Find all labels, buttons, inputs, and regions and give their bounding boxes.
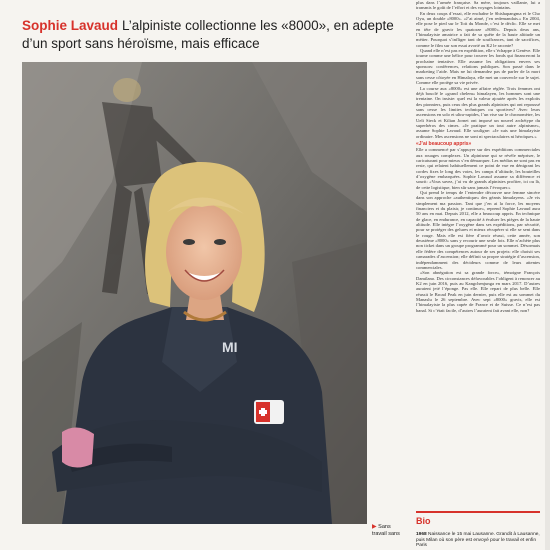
bio-year: 1968: [416, 532, 427, 537]
article-header: [22, 17, 400, 53]
subject-name: Sophie Lavaud: [22, 18, 119, 33]
bio-divider: [416, 511, 540, 513]
bio-entry-text: Naissance le 15 mai Lausanne. Grandit à Lausanne, puis Milan où son père est envoyé pour le travail et enfin Paris: [416, 532, 540, 548]
column-paragraph: La course aux «8000» est une affaire réglée. Trois femmes ont déjà bouclé le «grand chelem» himalayen, les hommes sont une trentaine. On insiste: quel est la valeur ajoutée après les exploits des pionniers, puis ceux des plus grands alpinistes qui ont repoussé sans cesse les limites techniques ou sportives? Avec leurs ascensions en solo et ultra-rapides, l’un vise sur le chronomètre, les Ueli Steck et Kilian Jornet ont imposé un nouvel archétype du superhéros des cimes. «Je pratique un tout autre alpinisme», assume Sophie Lavaud. Elle souligne: «Je suis une himalayiste ordinaire. Mes ascensions ne sont ni spectaculaires ni héroïques.»: [416, 85, 540, 139]
article-column: [416, 0, 540, 313]
column-paragraph: Quand elle n’est pas en expédition, elle s’échappe à Genève. Elle tourne comme une hélice pour trouver les fonds qui financeront la prochaine tentative. Elle assume les obligations envers ses sponsors: conférences, relations publiques. Son passé dans le marketing l’aide. Mais ne lui demandez pas de parler de la mort sans cesse côtoyée en Himalaya, elle met un couvercle sur le sujet. Comme elle protège sa vie privée.: [416, 48, 540, 86]
column-paragraph: «Son abnégation est sa grande force», témoigne François Damilano. Des circonstances défavorables l’obligent à renoncer au K2 en juin 2016, puis au Kangchenjunga en mars 2017. D’autres auraient jeté l’éponge. Pas elle. Elle repart de plus belle. Elle réussit le Broad Peak en juin dernier, puis elle est au sommet du Manaslu le 26 septembre. Avec sept «8000» gravis, elle est l’himalayiste la plus capée de France et de Suisse. Ce n’est pas banal. Si c’était facile, d’autres l’auraient fait avant elle, non?: [416, 270, 540, 313]
portrait-photo: [22, 62, 367, 524]
column-paragraph: Qui prend le temps de l’entendre découvre une femme sincère dans son approche «authentique» des géants himalayens. «Je vis simplement ma passion. Tant que j’en ai la force, les moyens financiers et du plaisir, je continue», reprend Sophie Lavaud aura 50 ans en mai. Depuis 2012, elle a beaucoup appris. En technique de glace, en endurance, en capacité à évaluer les pièges de la haute altitude. Elle intègre l’oxygène dans ses expéditions, par sécurité, pour se protéger des gelures et mieux récupérer si elle se sent dans le rouge. Mais elle est fière d’avoir réussi, cette année, son deuxième «8000» sans y recourir une seule fois. Elle n’achète plus non ticket dans un groupe programmé pour un sommet. Désormais elle fédère des compétences autour de ses projets: elle choisit ses camarades d’ascension; elle définit sa propre stratégie d’ascension, indépendamment des décideurs comme de leurs attentes commerciales.: [416, 190, 540, 270]
swiss-badge: [254, 400, 284, 424]
bio-title: Bio: [416, 516, 431, 526]
bio-box: [416, 511, 540, 549]
column-paragraph: En deux coups d’essai, elle enchaîne le Shishapangma et le Cho Oyu, un double «8000». «J’ai aimé, j’en redemandais.» En 2004, elle pose le pied sur le Toit du Monde, c’est le déclic. Elle se met en tête de gravir les quatorze «8000». Depuis deux ans, l’himalayiste amatrice a fait de sa quête de la haute altitude un métier. Pourquoi s’infliger tant de souffrances, tant de sacrifices, comme le film sur son essai avorté au K2 le raconte?: [416, 10, 540, 48]
column-paragraph: Elle a commencé par s’appuyer sur des expéditions commerciales aux rouages complexes. Un alpinisme qui se révèle mépriser, le caricaturant pour mieux s’en démarquer. Les médias ne sont pas en reste, qui relaient habituellement ce point de vue en dénigrant les cordes fixes le long des voies, les camps d’altitude, les bouteilles d’oxygène embarquées. Sophie Lavaud assume sa différence et sourit: «Vous savez, j’ai vu de grands alpinistes profiter, ici ou là, de cette logistique, bien sûr sans jamais l’évoquer.»: [416, 147, 540, 190]
headline-crop: [0, 0, 406, 14]
photo-caption: [372, 524, 404, 537]
caption-triangle-icon: ▶: [372, 524, 377, 530]
column-subhead: «J’ai beaucoup appris»: [416, 140, 472, 147]
caption-text: Sans travail sans: [372, 524, 400, 537]
column-paragraph: plus dans l’armée française. Sa mère, toujours vaillante, lui a transmis le goût de l’effort et des voyages lointains.: [416, 0, 540, 11]
page-edge: [545, 0, 550, 550]
article-lead: L’alpiniste collectionne les «8000», en adepte d’un sport sans héroïsme, mais efficace: [22, 18, 394, 51]
jacket-logo: MI: [222, 339, 238, 355]
bio-entry: [416, 532, 540, 549]
portrait-illustration: [22, 62, 367, 524]
